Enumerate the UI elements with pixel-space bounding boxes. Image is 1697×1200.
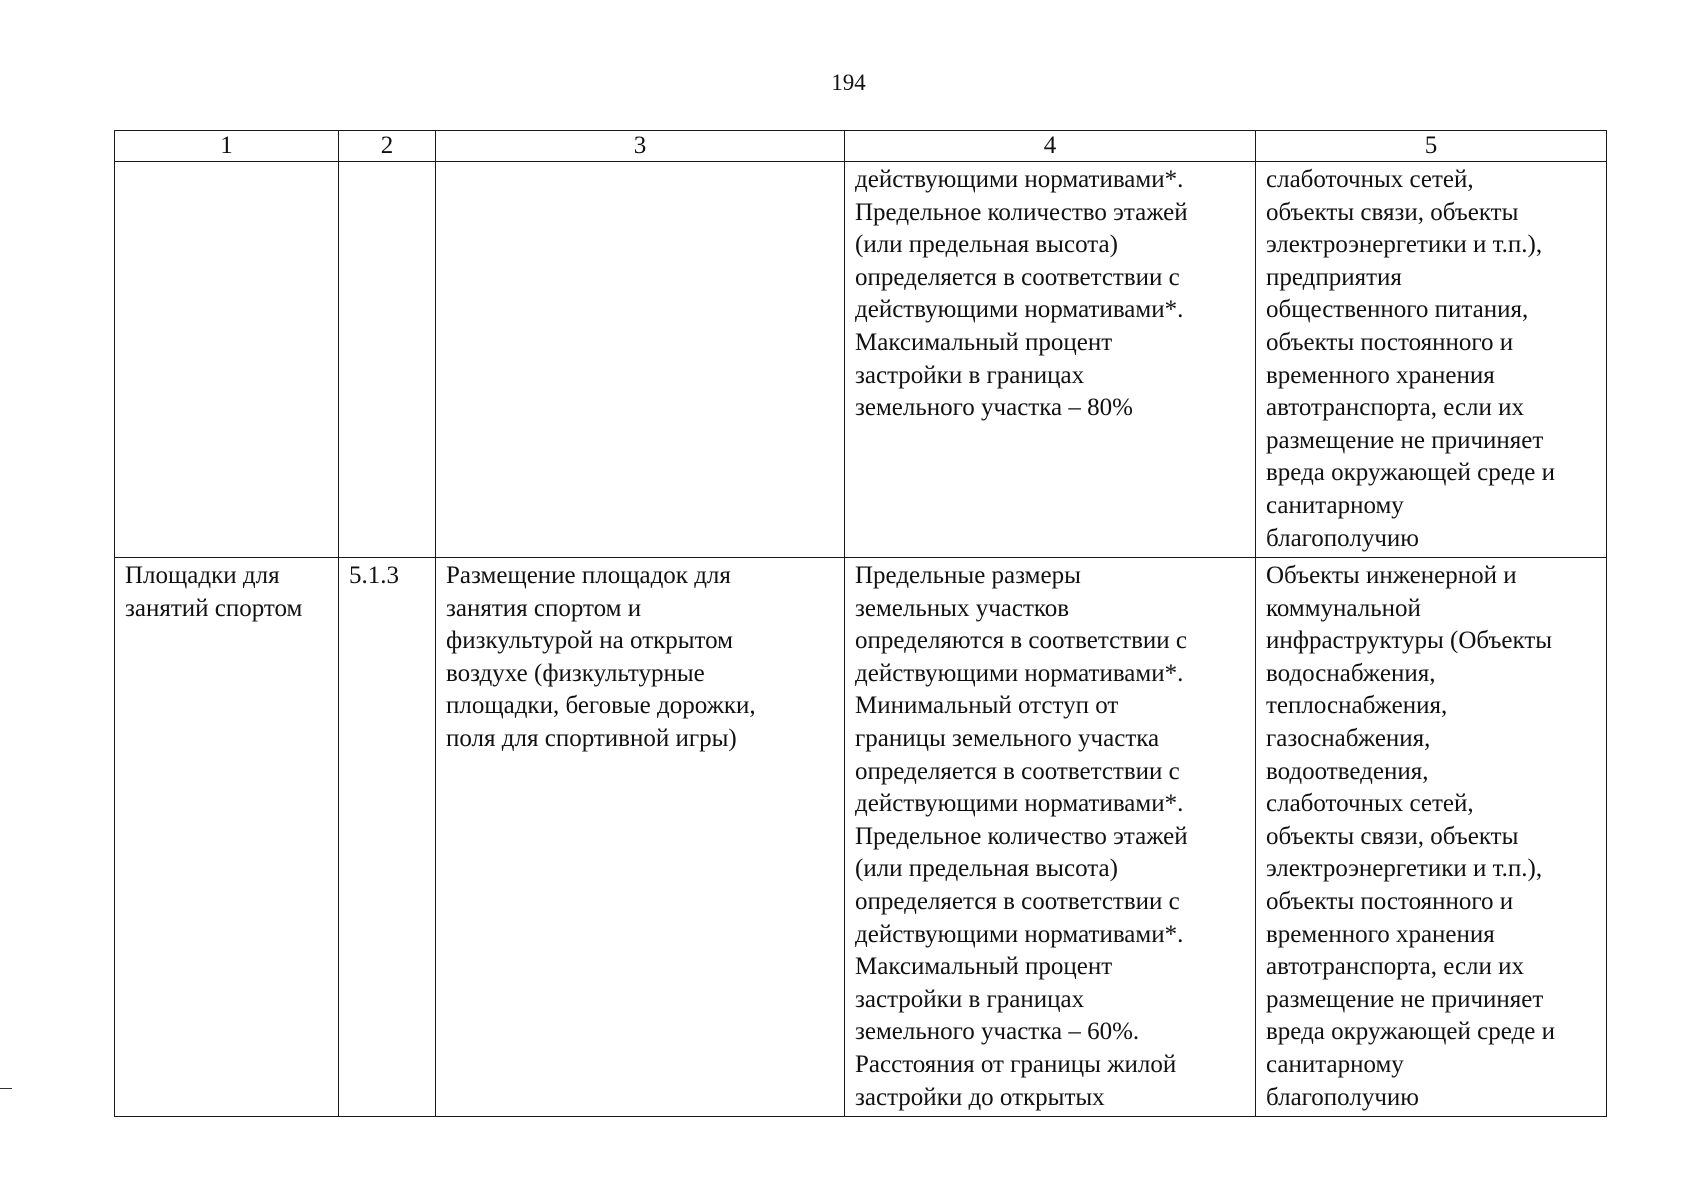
- cell-text-line: Предельное количество этажей: [855, 198, 1188, 226]
- cell-text-line: благополучию: [1266, 1083, 1419, 1111]
- cell-text-line: теплоснабжения,: [1266, 692, 1448, 720]
- cell-text-line: действующими нормативами*.: [855, 659, 1184, 687]
- cell-text-line: благополучию: [1266, 524, 1419, 552]
- cell-text-line: электроэнергетики и т.п.),: [1266, 231, 1543, 259]
- table-header-row: [115, 131, 1607, 162]
- cell-text-line: (или предельная высота): [855, 231, 1118, 259]
- cell-text-line: временного хранения: [1266, 361, 1495, 389]
- cell-text-line: размещение не причиняет: [1266, 426, 1544, 454]
- cell-text-line: объекты связи, объекты: [1266, 822, 1519, 850]
- land-use-name-cell: [115, 558, 339, 1117]
- cell-text-line: Минимальный отступ от: [855, 692, 1119, 720]
- cell-text-line: слаботочных сетей,: [1266, 166, 1474, 193]
- cell-text-line: определяется в соответствии с: [855, 757, 1180, 785]
- table-row: [115, 558, 1607, 1117]
- auxiliary-uses-cell: [1256, 162, 1607, 558]
- cell-text-line: временного хранения: [1266, 920, 1495, 948]
- cell-text-line: поля для спортивной игры): [446, 724, 737, 752]
- cell-text-line: объекты связи, объекты: [1266, 198, 1519, 226]
- column-header: 1: [115, 131, 339, 162]
- cell-text-line: Максимальный процент: [855, 328, 1113, 356]
- cell-text-line: инфраструктуры (Объекты: [1266, 627, 1553, 655]
- cell-text-line: действующими нормативами*.: [855, 296, 1184, 324]
- cell-text-line: газоснабжения,: [1266, 724, 1431, 752]
- cell-text-line: вреда окружающей среде и: [1266, 1018, 1555, 1046]
- cell-text-line: объекты постоянного и: [1266, 887, 1514, 915]
- cell-text-line: санитарному: [1266, 1050, 1404, 1078]
- table-row: [115, 162, 1607, 558]
- code-cell: [339, 558, 436, 1117]
- cell-text-line: (или предельная высота): [855, 855, 1118, 883]
- cell-text-line: коммунальной: [1266, 594, 1421, 622]
- code-cell: [339, 162, 436, 558]
- cell-text-line: слаботочных сетей,: [1266, 790, 1474, 818]
- cell-text-line: занятия спортом и: [446, 594, 642, 622]
- description-cell: [436, 162, 845, 558]
- cell-text-line: предприятия: [1266, 263, 1402, 291]
- cell-text-line: определяется в соответствии с: [855, 887, 1180, 915]
- parameters-cell: [845, 558, 1256, 1117]
- land-use-name-cell: [115, 162, 339, 558]
- cell-text-line: общественного питания,: [1266, 296, 1529, 324]
- column-header: 4: [845, 131, 1256, 162]
- cell-text-line: застройки до открытых: [855, 1083, 1105, 1111]
- margin-mark: [0, 1088, 12, 1089]
- zoning-regulations-table: [114, 130, 1607, 1117]
- cell-text-line: 5.1.3: [349, 562, 399, 589]
- cell-text-line: застройки в границах: [855, 361, 1085, 389]
- cell-text-line: застройки в границах: [855, 985, 1085, 1013]
- cell-text-line: автотранспорта, если их: [1266, 953, 1525, 981]
- cell-text-line: действующими нормативами*.: [855, 166, 1184, 193]
- column-header: 2: [339, 131, 436, 162]
- page-number: 194: [831, 70, 866, 95]
- cell-text-line: физкультурой на открытом: [446, 627, 733, 655]
- cell-text-line: действующими нормативами*.: [855, 920, 1184, 948]
- column-header: 5: [1256, 131, 1607, 162]
- cell-text-line: земельного участка – 60%.: [855, 1018, 1140, 1046]
- cell-text-line: действующими нормативами*.: [855, 790, 1184, 818]
- cell-text-line: автотранспорта, если их: [1266, 394, 1525, 422]
- cell-text-line: санитарному: [1266, 491, 1404, 519]
- parameters-cell: [845, 162, 1256, 558]
- cell-text-line: площадки, беговые дорожки,: [446, 692, 756, 720]
- cell-text-line: земельных участков: [855, 594, 1070, 622]
- cell-text-line: Расстояния от границы жилой: [855, 1050, 1177, 1078]
- cell-text-line: Максимальный процент: [855, 953, 1113, 981]
- cell-text-line: воздухе (физкультурные: [446, 659, 705, 687]
- cell-text-line: Площадки для: [125, 562, 280, 589]
- cell-text-line: объекты постоянного и: [1266, 328, 1514, 356]
- cell-text-line: определяется в соответствии с: [855, 263, 1180, 291]
- cell-text-line: Предельное количество этажей: [855, 822, 1188, 850]
- cell-text-line: земельного участка – 80%: [855, 394, 1133, 422]
- cell-text-line: Предельные размеры: [855, 562, 1081, 589]
- cell-text-line: размещение не причиняет: [1266, 985, 1544, 1013]
- cell-text-line: водоснабжения,: [1266, 659, 1436, 687]
- cell-text-line: границы земельного участка: [855, 724, 1160, 752]
- cell-text-line: электроэнергетики и т.п.),: [1266, 855, 1543, 883]
- cell-text-line: определяются в соответствии с: [855, 627, 1188, 655]
- cell-text-line: водоотведения,: [1266, 757, 1429, 785]
- cell-text-line: вреда окружающей среде и: [1266, 459, 1555, 487]
- column-header: 3: [436, 131, 845, 162]
- auxiliary-uses-cell: [1256, 558, 1607, 1117]
- cell-text-line: занятий спортом: [125, 594, 303, 622]
- cell-text-line: Объекты инженерной и: [1266, 562, 1517, 589]
- cell-text-line: Размещение площадок для: [446, 562, 731, 589]
- description-cell: [436, 558, 845, 1117]
